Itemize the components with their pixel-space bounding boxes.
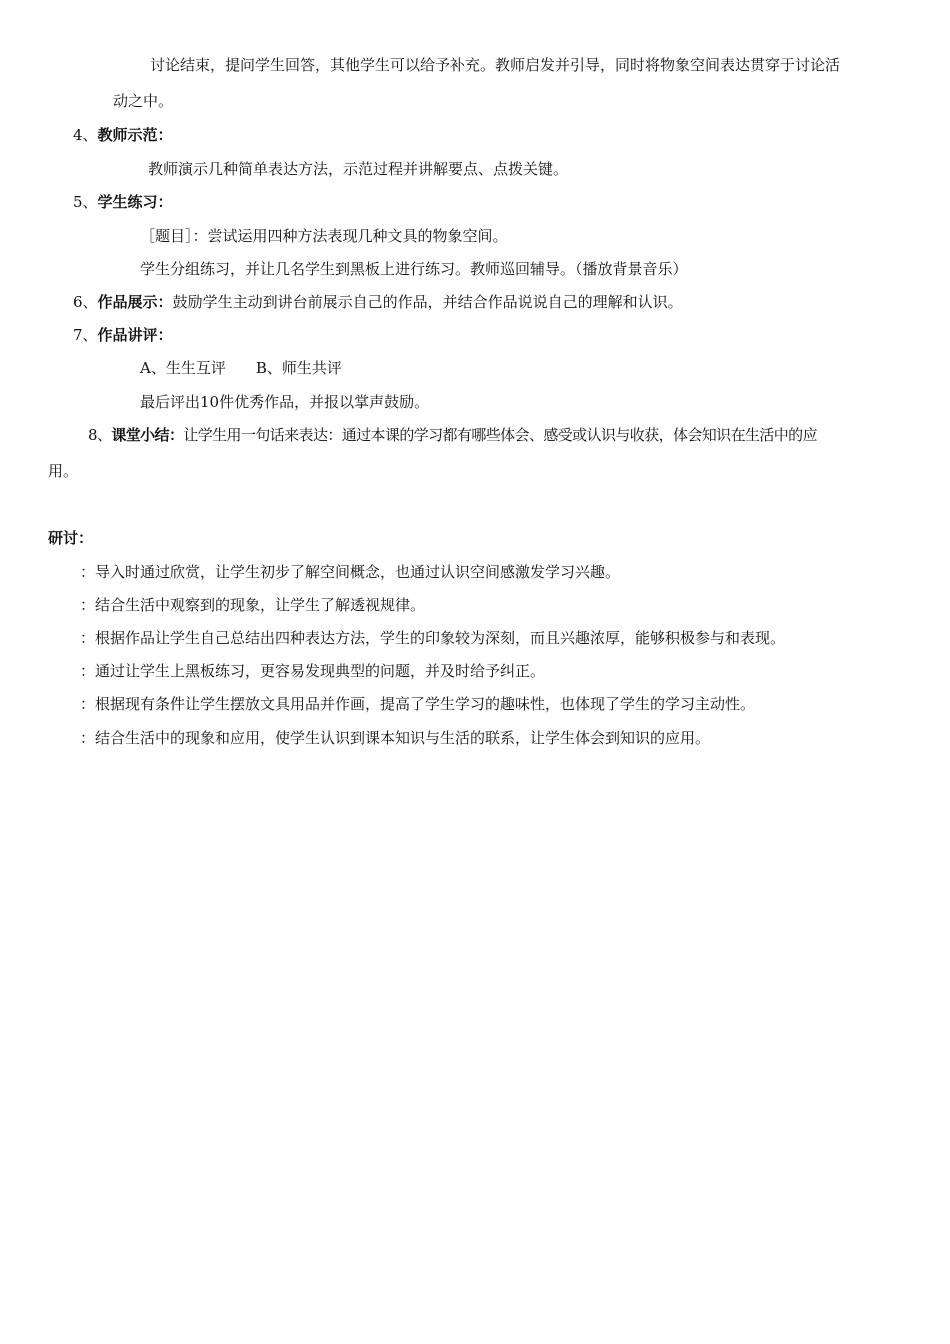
step-4-number: 4、 bbox=[73, 126, 98, 144]
step-7-heading bbox=[73, 325, 173, 345]
step-7-number: 7、 bbox=[73, 326, 98, 344]
research-item-6: ：结合生活中的现象和应用，使学生认识到课本知识与生活的联系，让学生体会到知识的应用。 bbox=[80, 729, 711, 747]
step-6-number: 6、 bbox=[73, 293, 98, 311]
step-5-practice: 学生分组练习，并让几名学生到黑板上进行练习。教师巡回辅导。（播放背景音乐） bbox=[140, 260, 688, 278]
research-item-1: ：导入时通过欣赏，让学生初步了解空间概念，也通过认识空间感激发学习兴趣。 bbox=[80, 563, 621, 581]
discussion-line-2: 动之中。 bbox=[113, 92, 174, 110]
research-item-5: ：根据现有条件让学生摆放文具用品并作画，提高了学生学习的趣味性，也体现了学生的学习主动性。 bbox=[80, 695, 756, 713]
step-4-text: 教师演示几种简单表达方法，示范过程并讲解要点、点拨关键。 bbox=[148, 160, 569, 178]
step-5-title: 学生练习： bbox=[97, 193, 173, 211]
step-6-paragraph bbox=[73, 292, 683, 312]
step-4-title: 教师示范： bbox=[97, 126, 173, 144]
step-8-paragraph bbox=[88, 425, 817, 445]
step-7-title: 作品讲评： bbox=[97, 326, 173, 344]
step-5-number: 5、 bbox=[73, 193, 98, 211]
research-item-4: ：通过让学生上黑板练习，更容易发现典型的问题，并及时给予纠正。 bbox=[80, 662, 546, 680]
step-7-result: 最后评出10件优秀作品，并报以掌声鼓励。 bbox=[140, 393, 430, 411]
discussion-line-1: 讨论结束，提问学生回答，其他学生可以给予补充。教师启发并引导，同时将物象空间表达贯穿于讨论活 bbox=[150, 56, 841, 74]
step-7-option-b: B、师生共评 bbox=[255, 359, 342, 377]
step-6-title: 作品展示： bbox=[97, 293, 173, 311]
step-5-heading bbox=[73, 192, 173, 212]
research-item-3: ：根据作品让学生自己总结出四种表达方法，学生的印象较为深刻，而且兴趣浓厚，能够积极参与和表现。 bbox=[80, 629, 786, 647]
step-7-options bbox=[140, 358, 342, 378]
step-8-text-2: 用。 bbox=[48, 462, 79, 480]
step-8-text-1: 让学生用一句话来表达：通过本课的学习都有哪些体会、感受或认识与收获，体会知识在生活中的应 bbox=[183, 426, 817, 444]
research-item-2: ：结合生活中观察到的现象，让学生了解透视规律。 bbox=[80, 596, 426, 614]
step-4-heading bbox=[73, 125, 173, 145]
step-8-number: 8、 bbox=[88, 426, 112, 444]
step-8-title: 课堂小结： bbox=[111, 426, 184, 444]
step-7-option-a: A、生生互评 bbox=[140, 359, 226, 377]
step-5-topic: ［题目］：尝试运用四种方法表现几种文具的物象空间。 bbox=[140, 227, 508, 245]
step-6-text: 鼓励学生主动到讲台前展示自己的作品，并结合作品说说自己的理解和认识。 bbox=[172, 293, 683, 311]
research-heading: 研讨： bbox=[48, 529, 94, 547]
